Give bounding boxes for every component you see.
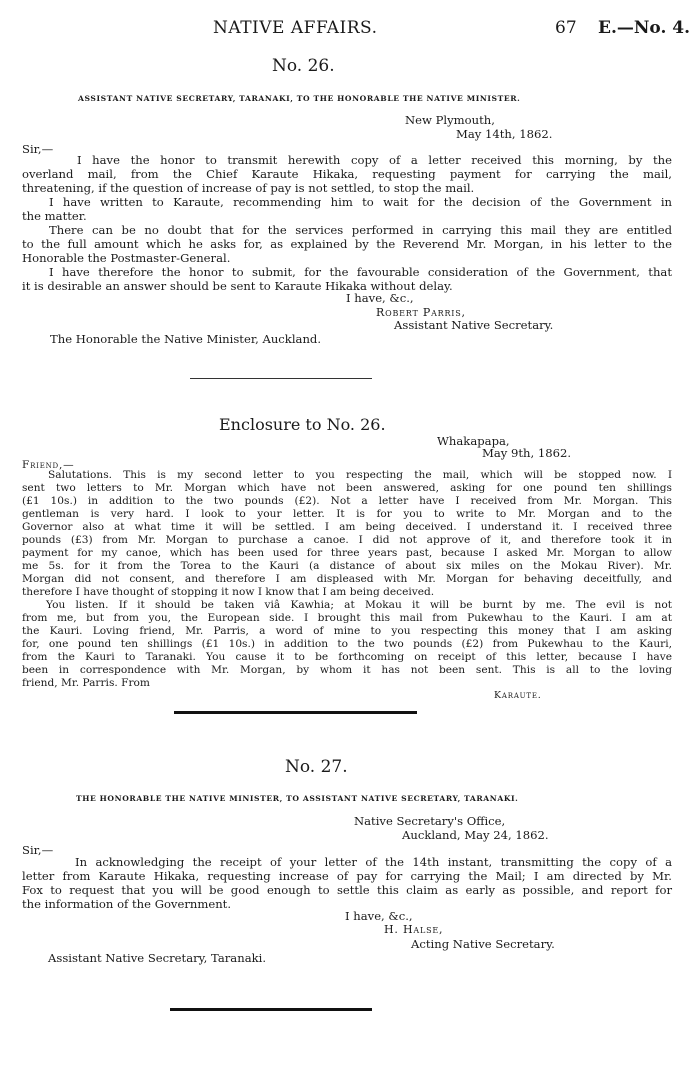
enclosure-line: friend, Mr. Parris. From	[22, 677, 150, 689]
enclosure-salutation: Friend,—	[22, 459, 75, 471]
enclosure-signer: Karaute.	[494, 690, 542, 701]
document-reference: E.—No. 4.	[598, 18, 691, 38]
enclosure-line: Salutations. This is my second letter to you respecting the mail, which will be stopped now. I	[48, 469, 672, 481]
section-divider-thick	[170, 1008, 372, 1011]
enclosure-line: therefore I have thought of stopping it now I know that I am being deceived.	[22, 586, 435, 598]
letter-26-place: New Plymouth,	[405, 113, 495, 127]
enclosure-line: (£1 10s.) in addition to the two pounds (£2). Not a letter have I received from Mr. Morgan. This	[22, 495, 672, 507]
letter-26-line: I have the honor to transmit herewith copy of a letter received this morning, by the	[77, 153, 672, 167]
section-divider	[190, 378, 372, 379]
enclosure-line: sent two letters to Mr. Morgan which have not been answered, asking for one pound ten shillings	[22, 482, 672, 494]
letter-26-signer: Robert Parris,	[376, 306, 466, 319]
letter-26-addressee: The Honorable the Native Minister, Auckland.	[50, 332, 322, 346]
enclosure-title: Enclosure to No. 26.	[219, 415, 386, 434]
enclosure-line: been in correspondence with Mr. Morgan, by whom it has not been sent. This is all to the loving	[22, 664, 672, 676]
letter-26-line: it is desirable an answer should be sent to Karaute Hikaka without delay.	[22, 279, 453, 293]
enclosure-line: pounds (£3) from Mr. Morgan to purchase a canoe. I did not approve of it, and therefore took it in	[22, 534, 672, 546]
section-divider-thick	[174, 711, 417, 714]
enclosure-line: Governor also at what time it will be settled. I am being deceived. I understand it. I received three	[22, 521, 672, 533]
enclosure-line: me 5s. for it from the Torea to the Kauri (a distance of about six miles on the Mokau River). Mr.	[22, 560, 672, 572]
enclosure-line: payment for my canoe, which has been used for three years past, because I asked Mr. Morgan to allow	[22, 547, 672, 559]
enclosure-line: Morgan did not consent, and therefore I am displeased with Mr. Morgan for behaving deceitfully, and	[22, 573, 672, 585]
letter-26-line: I have written to Karaute, recommending him to wait for the decision of the Government in	[49, 195, 672, 209]
letter-27-line: letter from Karaute Hikaka, requesting increase of pay for carrying the Mail; I am directed by Mr.	[22, 869, 672, 883]
letter-27-signer-title: Acting Native Secretary.	[411, 937, 555, 951]
letter-27-heading: THE HONORABLE THE NATIVE MINISTER, TO ASSISTANT NATIVE SECRETARY, TARANAKI.	[76, 794, 519, 803]
letter-27-signer: H. Halse,	[384, 923, 444, 936]
letter-26-closing: I have, &c.,	[346, 291, 414, 305]
letter-26-signer-title: Assistant Native Secretary.	[394, 318, 554, 332]
letter-26-line: I have therefore the honor to submit, for the favourable consideration of the Government, that	[49, 265, 672, 279]
page-number: 67	[555, 18, 577, 38]
letter-27-date: Auckland, May 24, 1862.	[402, 828, 549, 842]
letter-27-salutation: Sir,—	[22, 843, 54, 857]
letter-27-closing: I have, &c.,	[345, 909, 413, 923]
letter-number-27: No. 27.	[285, 757, 348, 777]
letter-number-26: No. 26.	[272, 56, 335, 76]
enclosure-line: the Kauri. Loving friend, Mr. Parris, a word of mine to you respecting this money that I am asking	[22, 625, 672, 637]
enclosure-line: from the Kauri to Taranaki. You cause it to be forthcoming on receipt of this letter, because I have	[22, 651, 672, 663]
letter-26-line: There can be no doubt that for the services performed in carrying this mail they are entitled	[49, 223, 672, 237]
letter-26-line: Honorable the Postmaster-General.	[22, 251, 231, 265]
letter-27-line: In acknowledging the receipt of your letter of the 14th instant, transmitting the copy of a	[75, 855, 672, 869]
enclosure-line: for, one pound ten shillings (£1 10s.) in addition to the two pounds (£2) from Pukewhau to the Kauri,	[22, 638, 672, 650]
letter-26-line: overland mail, from the Chief Karaute Hikaka, requesting payment for carrying the mail,	[22, 167, 672, 181]
enclosure-line: gentleman is very hard. I look to your letter. It is for you to write to Mr. Morgan and to the	[22, 508, 672, 520]
letter-26-heading: ASSISTANT NATIVE SECRETARY, TARANAKI, TO THE HONORABLE THE NATIVE MINISTER.	[78, 94, 521, 103]
enclosure-line: You listen. If it should be taken viâ Kawhia; at Mokau it will be burnt by me. The evil is not	[46, 599, 672, 611]
letter-26-date: May 14th, 1862.	[456, 127, 553, 141]
letter-26-salutation: Sir,—	[22, 142, 54, 156]
enclosure-line: from me, but from you, the European side. I brought this mail from Pukewhau to the Kauri. I am at	[22, 612, 672, 624]
letter-27-place: Native Secretary's Office,	[354, 814, 506, 828]
letter-26-line: to the full amount which he asks for, as explained by the Reverend Mr. Morgan, in his letter to the	[22, 237, 672, 251]
enclosure-place: Whakapapa,	[437, 434, 510, 448]
letter-26-line: threatening, if the question of increase of pay is not settled, to stop the mail.	[22, 181, 475, 195]
letter-27-line: Fox to request that you will be good enough to settle this claim as early as possible, and report for	[22, 883, 672, 897]
letter-27-addressee: Assistant Native Secretary, Taranaki.	[48, 951, 267, 965]
letter-27-line: the information of the Government.	[22, 897, 232, 911]
running-header-title: NATIVE AFFAIRS.	[213, 18, 378, 38]
letter-26-line: the matter.	[22, 209, 87, 223]
enclosure-date: May 9th, 1862.	[482, 446, 572, 460]
